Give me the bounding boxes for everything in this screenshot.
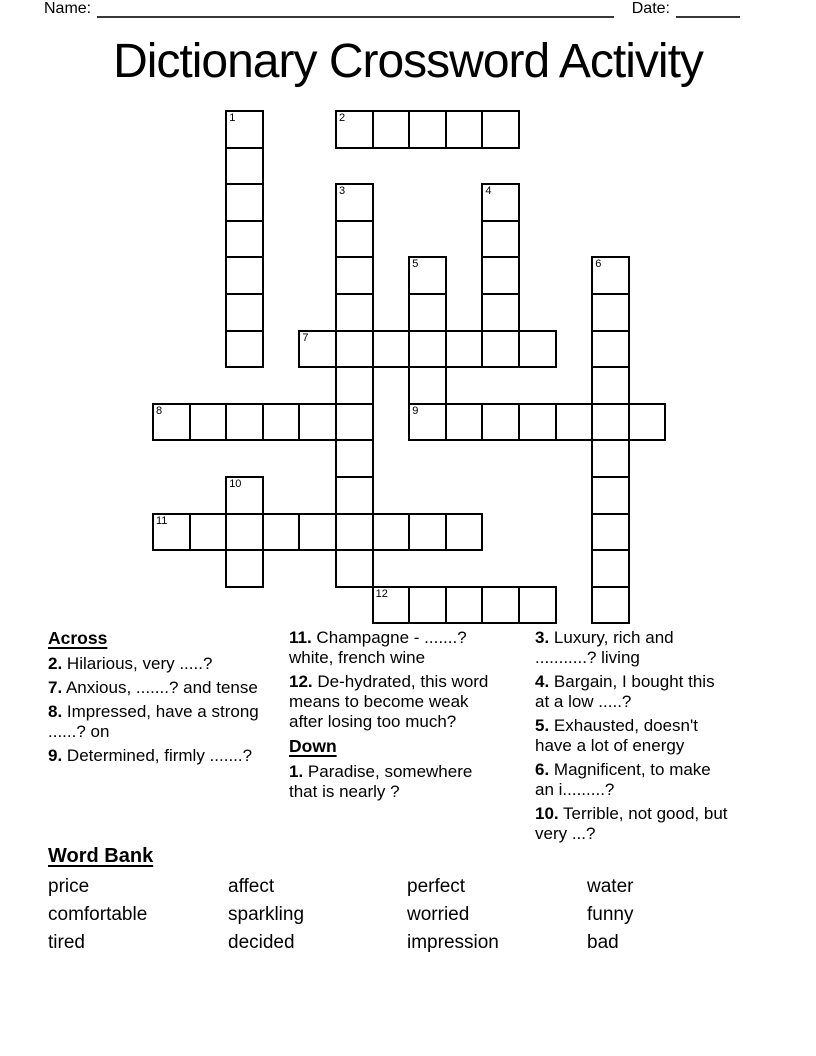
crossword-grid	[152, 110, 668, 626]
crossword-cell[interactable]	[225, 513, 264, 552]
crossword-cell[interactable]	[298, 513, 337, 552]
clue-number: 12.	[289, 672, 313, 691]
word-bank-heading: Word Bank	[48, 845, 154, 867]
clue-number: 5.	[535, 716, 550, 735]
crossword-cell[interactable]	[408, 513, 447, 552]
crossword-cell[interactable]	[189, 513, 228, 552]
crossword-cell[interactable]	[225, 220, 264, 259]
crossword-cell[interactable]	[262, 513, 301, 552]
clue-list-heading: Across	[48, 628, 108, 648]
clue: 6. Magnificent, to make an i.........?	[535, 760, 711, 799]
clue: 1. Paradise, somewhere that is nearly ?	[289, 762, 473, 801]
date-label: Date:	[631, 0, 670, 17]
crossword-cell[interactable]	[481, 220, 520, 259]
crossword-cell[interactable]	[335, 256, 374, 295]
crossword-cell[interactable]	[225, 147, 264, 186]
crossword-cell[interactable]	[225, 549, 264, 588]
clue: 2. Hilarious, very .....?	[48, 654, 213, 673]
clue: 3. Luxury, rich and ...........? living	[535, 628, 674, 667]
word-bank-word: perfect	[407, 876, 466, 897]
clue: 9. Determined, firmly .......?	[48, 746, 253, 765]
crossword-cell[interactable]	[481, 256, 520, 295]
name-label: Name:	[44, 0, 92, 17]
crossword-cell[interactable]	[335, 183, 374, 222]
word-bank-word: tired	[48, 932, 85, 953]
crossword-cell[interactable]	[445, 110, 484, 149]
crossword-cell[interactable]	[225, 293, 264, 332]
crossword-cell[interactable]	[225, 403, 264, 442]
crossword-cell[interactable]	[335, 549, 374, 588]
crossword-cell[interactable]	[372, 513, 411, 552]
clue: 11. Champagne - .......? white, french wine	[289, 628, 467, 667]
crossword-cell[interactable]	[335, 439, 374, 478]
crossword-cell[interactable]	[445, 330, 484, 369]
clue-number: 8.	[48, 702, 63, 721]
cell-number: 2	[339, 112, 346, 124]
crossword-cell[interactable]	[445, 403, 484, 442]
clue-number: 3.	[535, 628, 550, 647]
crossword-cell[interactable]	[591, 256, 630, 295]
clue-number: 7.	[48, 678, 63, 697]
crossword-cell[interactable]	[591, 293, 630, 332]
crossword-cell[interactable]	[518, 586, 557, 625]
crossword-cell[interactable]	[445, 586, 484, 625]
word-bank-word: price	[48, 876, 90, 897]
word-bank-word: affect	[228, 876, 275, 897]
crossword-cell[interactable]	[225, 110, 264, 149]
crossword-cell[interactable]	[591, 366, 630, 405]
cell-number: 7	[302, 331, 309, 344]
crossword-cell[interactable]	[335, 110, 374, 149]
crossword-cell[interactable]	[408, 366, 447, 405]
clue: 8. Impressed, have a strong ......? on	[48, 702, 259, 741]
crossword-cell[interactable]	[591, 586, 630, 625]
crossword-cell[interactable]	[372, 586, 411, 625]
crossword-cell[interactable]	[225, 476, 264, 515]
word-bank-word: comfortable	[48, 904, 148, 925]
name-blank-line[interactable]	[97, 2, 614, 18]
crossword-cell[interactable]	[372, 110, 411, 149]
crossword-cell[interactable]	[518, 403, 557, 442]
cell-number: 11	[156, 514, 168, 527]
crossword-cell[interactable]	[481, 293, 520, 332]
clue-number: 2.	[48, 654, 63, 673]
clue-number: 6.	[535, 760, 550, 779]
cell-number: 9	[412, 404, 419, 417]
crossword-cell[interactable]	[591, 330, 630, 369]
crossword-cell[interactable]	[335, 220, 374, 259]
clue-number: 11.	[289, 628, 312, 647]
crossword-cell[interactable]	[408, 403, 447, 442]
crossword-cell[interactable]	[298, 403, 337, 442]
word-bank-word: water	[587, 876, 634, 897]
clue-number: 10.	[535, 804, 559, 823]
clue-list-heading: Down	[289, 736, 337, 756]
crossword-cell[interactable]	[335, 366, 374, 405]
crossword-cell[interactable]	[481, 586, 520, 625]
crossword-cell[interactable]	[445, 513, 484, 552]
word-bank-grid	[48, 874, 717, 958]
cell-number: 12	[375, 587, 388, 600]
crossword-cell[interactable]	[518, 330, 557, 369]
word-bank-word: sparkling	[228, 904, 305, 925]
crossword-cell[interactable]	[591, 439, 630, 478]
crossword-cell[interactable]	[481, 110, 520, 149]
crossword-cell[interactable]	[555, 403, 594, 442]
crossword-cell[interactable]	[481, 330, 520, 369]
crossword-cell[interactable]	[408, 110, 447, 149]
crossword-cell[interactable]	[152, 513, 191, 552]
clue: 5. Exhausted, doesn't have a lot of energy	[535, 716, 698, 755]
crossword-cell[interactable]	[481, 183, 520, 222]
crossword-cell[interactable]	[408, 293, 447, 332]
crossword-cell[interactable]	[591, 549, 630, 588]
crossword-cell[interactable]	[335, 293, 374, 332]
clue-number: 9.	[48, 746, 63, 765]
clue: 7. Anxious, .......? and tense	[48, 678, 258, 697]
word-bank-word: worried	[407, 904, 470, 925]
crossword-cell[interactable]	[372, 330, 411, 369]
crossword-cell[interactable]	[189, 403, 228, 442]
crossword-cell[interactable]	[591, 513, 630, 552]
cell-number: 4	[485, 185, 492, 198]
crossword-cell[interactable]	[591, 403, 630, 442]
crossword-cell[interactable]	[408, 586, 447, 625]
crossword-cell[interactable]	[628, 403, 667, 442]
cell-number: 3	[339, 185, 346, 198]
crossword-cell[interactable]	[481, 403, 520, 442]
header-row	[44, 0, 740, 18]
crossword-cell[interactable]	[225, 330, 264, 369]
clue: 10. Terrible, not good, but very ...?	[535, 804, 728, 843]
word-bank-word: funny	[587, 904, 634, 925]
clue: 4. Bargain, I bought this at a low .....?	[535, 672, 715, 711]
word-bank-word: bad	[587, 932, 619, 953]
clue-column-left	[48, 628, 260, 770]
clue-column-right	[535, 628, 731, 848]
crossword-cell[interactable]	[335, 403, 374, 442]
crossword-cell[interactable]	[335, 476, 374, 515]
crossword-cell[interactable]	[225, 256, 264, 295]
word-bank-word: decided	[228, 932, 295, 953]
crossword-cell[interactable]	[152, 403, 191, 442]
crossword-cell[interactable]	[591, 476, 630, 515]
page-title: Dictionary Crossword Activity	[113, 35, 703, 88]
date-blank-line[interactable]	[676, 2, 740, 18]
clue: 12. De-hydrated, this word means to become weak after losing too much?	[289, 672, 489, 731]
crossword-cell[interactable]	[335, 513, 374, 552]
cell-number: 10	[229, 478, 242, 490]
crossword-cell[interactable]	[408, 256, 447, 295]
cell-number: 1	[229, 112, 236, 124]
clue-number: 4.	[535, 672, 550, 691]
clue-column-middle	[289, 628, 494, 806]
crossword-cell[interactable]	[298, 330, 337, 369]
crossword-cell[interactable]	[262, 403, 301, 442]
cell-number: 6	[595, 258, 602, 271]
clue-number: 1.	[289, 762, 304, 781]
word-bank-word: impression	[407, 932, 499, 953]
crossword-cell[interactable]	[225, 183, 264, 222]
cell-number: 8	[156, 404, 163, 417]
cell-number: 5	[412, 258, 419, 271]
crossword-cell[interactable]	[408, 330, 447, 369]
crossword-cell[interactable]	[335, 330, 374, 369]
